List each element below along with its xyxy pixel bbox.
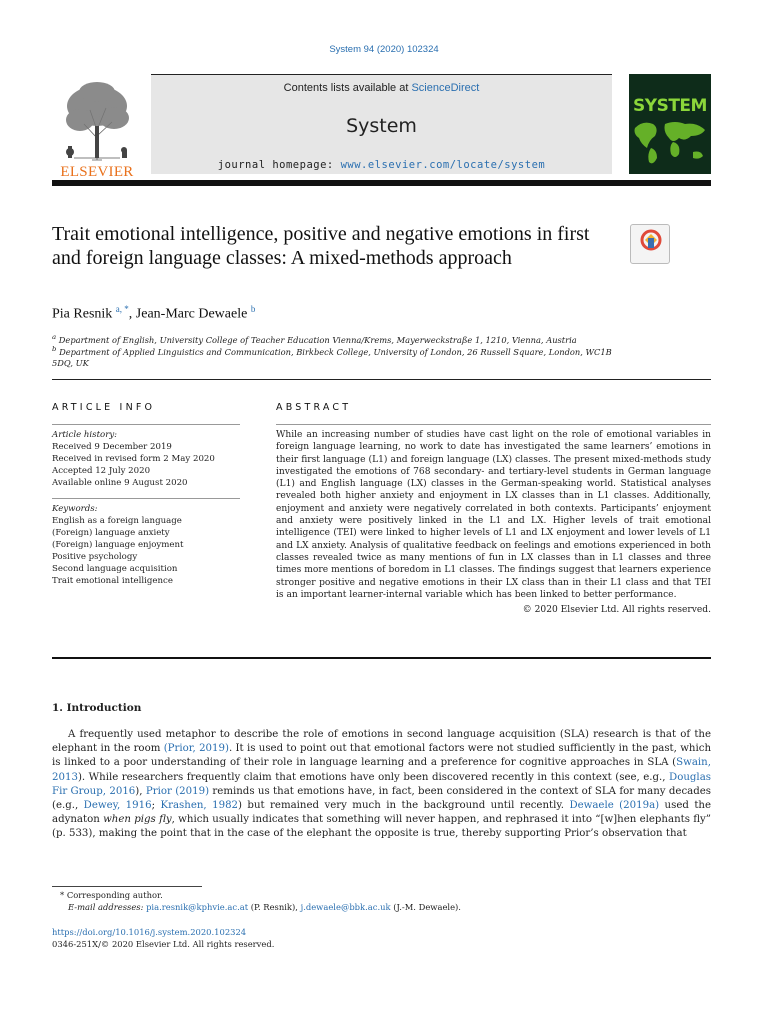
journal-name: System: [346, 115, 417, 137]
citation-link[interactable]: Dewey, 1916: [83, 800, 152, 812]
email-line: [52, 901, 711, 913]
sciencedirect-link[interactable]: ScienceDirect: [411, 82, 480, 94]
keyword: (Foreign) language anxiety: [52, 528, 170, 538]
journal-citation[interactable]: System 94 (2020) 102324: [329, 44, 439, 55]
issn-line: 0346-251X/© 2020 Elsevier Ltd. All rights reserved.: [52, 939, 275, 949]
affiliation-b-mark: b: [52, 345, 57, 353]
footnote-rule: [52, 886, 202, 887]
email-dewaele-link[interactable]: j.dewaele@bbk.ac.uk: [300, 902, 391, 912]
intro-text: ),: [135, 785, 146, 797]
keyword: (Foreign) language enjoyment: [52, 540, 184, 550]
affiliation-b-text: Department of Applied Linguistics and Communication, Birkbeck College, University of London, 26 Russell Square, London, WC1B 5DQ, UK: [52, 346, 612, 369]
keyword: Positive psychology: [52, 552, 138, 562]
intro-text: . It is used to point out that emotional factors were not studied sufficiently in the past, which is linked to a poor understanding of their role in language learning and a preference for cognitive approaches in SLA (: [52, 743, 712, 769]
journal-cover[interactable]: [629, 74, 711, 174]
citation-link[interactable]: (Prior, 2019): [163, 743, 229, 755]
abstract-copyright: © 2020 Elsevier Ltd. All rights reserved.: [522, 605, 711, 616]
email-dewaele-owner: (J.-M. Dewaele).: [390, 902, 461, 912]
check-for-updates-icon: [631, 225, 671, 265]
cover-title: SYSTEM: [633, 96, 707, 116]
email-resnik-link[interactable]: pia.resnik@kphvie.ac.at: [146, 902, 249, 912]
info-divider: [52, 424, 240, 425]
contents-prefix: Contents lists available at: [283, 82, 412, 94]
keywords-divider: [52, 498, 240, 499]
intro-emphasis: when pigs fly: [103, 814, 172, 826]
article-info-heading: ARTICLE INFO: [52, 402, 156, 413]
keyword: Second language acquisition: [52, 564, 178, 574]
author-separator: ,: [128, 306, 136, 322]
intro-text: ;: [151, 800, 161, 812]
article-history: [52, 424, 240, 489]
abstract-block: [276, 424, 711, 616]
keyword: Trait emotional intelligence: [52, 576, 173, 586]
affiliation-b: [52, 344, 612, 370]
corresponding-author-note: * Corresponding author.: [60, 890, 163, 900]
author-dewaele[interactable]: Jean-Marc Dewaele: [135, 306, 248, 322]
intro-text: , which usually indicates that something will never happen, and rephrased it into “[w]hen elephants fly” (p. 533), making the point that in the case of the elephant the opposite is true, thereby supporting Prior’s observation that: [52, 814, 712, 840]
journal-banner: [151, 74, 612, 174]
introduction-heading: 1. Introduction: [52, 702, 142, 714]
masthead: [52, 74, 711, 180]
email-resnik-owner: (P. Resnik),: [248, 902, 301, 912]
footnotes: [52, 886, 711, 913]
section-rule-bottom: [52, 657, 711, 659]
citation-link[interactable]: Swain, 2013: [52, 757, 711, 783]
author-resnik-affil[interactable]: a, *: [115, 304, 129, 314]
intro-text: A frequently used metaphor to describe the role of emotions in second language acquisition (SLA) research is that of the elephant in the room: [52, 729, 711, 755]
affiliation-a-mark: a: [52, 333, 57, 341]
history-item: Received in revised form 2 May 2020: [52, 454, 215, 464]
tree-icon: [54, 80, 140, 162]
history-item: Received 9 December 2019: [52, 442, 172, 452]
doi-block: [52, 926, 274, 950]
citation-link[interactable]: Douglas Fir Group, 2016: [52, 771, 711, 797]
world-map-icon: [629, 114, 711, 174]
intro-text: reminds us that emotions have, in fact, been considered in the context of SLA for many decades (e.g.,: [52, 785, 711, 812]
affiliation-a-text: Department of English, University College of Teacher Education Vienna/Krems, Mayerweckstraße 1, 1210, Vienna, Austria: [58, 334, 577, 345]
author-list: [52, 304, 255, 323]
contents-line: [151, 82, 612, 94]
homepage-line: [151, 159, 612, 171]
abstract-text: While an increasing number of studies have cast light on the role of emotional variables in foreign language learning, no work to date has investigated the same learners’ emotions in their first language (L1) and foreign language (LX) classes. The present mixed-methods study investigated the emotions of 768 secondary- and tertiary-level students in German language (L1) and English language (LX) classes in the German-speaking world. Statistical analyses revealed both higher anxiety and enjoyment in LX classes than in L1 classes. Additionally, enjoyment and anxiety were negatively correlated in both contexts. Participants’ enjoyment and anxiety were positively linked in the L1 and LX. Higher levels of trait emotional intelligence (TEI) were linked to higher levels of L1 and LX enjoyment and lower levels of L1 and LX anxiety. Analysis of qualitative feedback on feelings and emotions experienced in both classes revealed twice as many mentions of fun in LX classes than in L1 classes and three times more mentions of boredom in L1 classes. The findings suggest that learners experience stronger positive and negative emotions in their LX class than in their L1 class and that TEI is an important learner-internal variable which has been linked to better performance.: [276, 430, 711, 600]
keyword: English as a foreign language: [52, 516, 182, 526]
citation-link[interactable]: Dewaele (2019a): [569, 800, 660, 812]
abstract-heading: ABSTRACT: [276, 402, 352, 413]
introduction-paragraph: [52, 728, 711, 842]
keywords-block: [52, 498, 240, 587]
article-title: Trait emotional intelligence, positive and negative emotions in first and foreign language classes: A mixed-methods approach: [52, 223, 590, 269]
history-label: Article history:: [52, 430, 118, 440]
doi-link[interactable]: https://doi.org/10.1016/j.system.2020.102324: [52, 927, 247, 937]
citation-link[interactable]: Prior (2019): [145, 785, 210, 797]
publisher-wordmark: ELSEVIER: [60, 164, 134, 180]
intro-text: ) but remained very much in the background until recently.: [238, 800, 570, 812]
masthead-rule: [52, 180, 711, 186]
history-item: Accepted 12 July 2020: [52, 466, 151, 476]
author-dewaele-affil[interactable]: b: [250, 304, 256, 314]
intro-text: used the adynaton: [52, 800, 712, 826]
elsevier-logo: [52, 80, 142, 180]
keywords-label: Keywords:: [52, 504, 98, 514]
email-label: E-mail addresses:: [68, 902, 147, 912]
history-item: Available online 9 August 2020: [52, 478, 188, 488]
section-rule-top: [52, 379, 711, 380]
homepage-link[interactable]: www.elsevier.com/locate/system: [340, 159, 546, 171]
intro-text: ). While researchers frequently claim that emotions have only been discovered recently in this context (see, e.g.,: [77, 771, 670, 783]
homepage-prefix: journal homepage:: [217, 159, 341, 171]
abstract-divider: [276, 424, 711, 425]
citation-link[interactable]: Krashen, 1982: [160, 800, 239, 812]
crossmark-badge[interactable]: [630, 224, 670, 264]
author-resnik[interactable]: Pia Resnik: [52, 306, 113, 322]
